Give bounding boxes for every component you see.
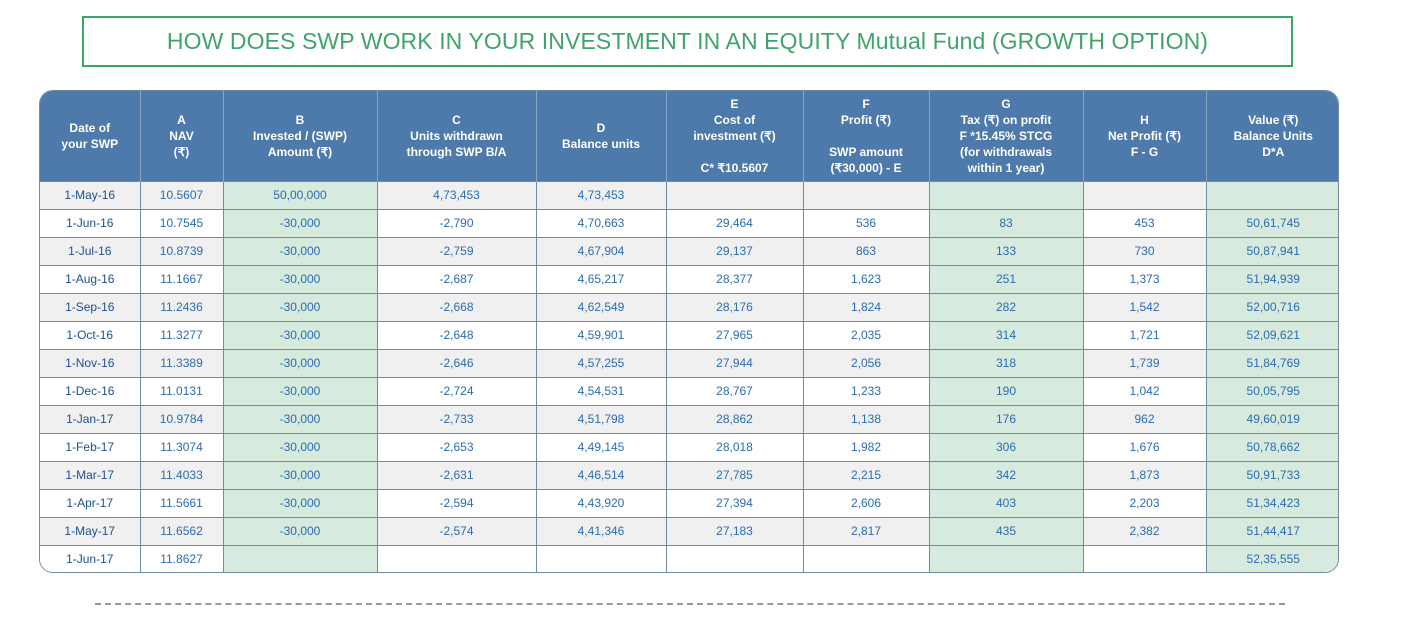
table-cell: -30,000 xyxy=(223,517,377,545)
column-header-line: Balance units xyxy=(561,136,641,151)
column-header-line: Tax (₹) on profit xyxy=(960,112,1052,127)
column-header-line: Profit (₹) xyxy=(840,112,892,127)
table-cell: 4,67,904 xyxy=(536,237,666,265)
table-cell: -2,687 xyxy=(377,265,536,293)
table-cell xyxy=(223,545,377,573)
column-header-line: Balance Units xyxy=(1233,128,1313,143)
table-cell: 318 xyxy=(929,349,1083,377)
table-cell: 28,018 xyxy=(666,433,803,461)
table-cell: 28,862 xyxy=(666,405,803,433)
table-cell: 27,965 xyxy=(666,321,803,349)
table-cell: 49,60,019 xyxy=(1206,405,1339,433)
table-row xyxy=(40,377,1339,405)
table-cell: 1-Oct-16 xyxy=(40,321,140,349)
table-cell: 11.6562 xyxy=(140,517,223,545)
table-cell: 403 xyxy=(929,489,1083,517)
table-cell: 2,035 xyxy=(803,321,929,349)
table-cell: 190 xyxy=(929,377,1083,405)
table-cell: -30,000 xyxy=(223,489,377,517)
table-cell: 1-May-16 xyxy=(40,181,140,209)
table-cell xyxy=(1083,545,1206,573)
table-cell: 28,176 xyxy=(666,293,803,321)
column-header-line: Net Profit (₹) xyxy=(1108,128,1181,143)
column-header xyxy=(803,91,929,181)
table-cell: 11.1667 xyxy=(140,265,223,293)
column-header-line: (₹) xyxy=(173,144,190,159)
table-cell: 51,84,769 xyxy=(1206,349,1339,377)
column-header-line: G xyxy=(1001,96,1011,111)
table-cell: 1,824 xyxy=(803,293,929,321)
table-cell: 10.5607 xyxy=(140,181,223,209)
table-row xyxy=(40,293,1339,321)
table-cell: 11.2436 xyxy=(140,293,223,321)
table-row xyxy=(40,265,1339,293)
column-header-line: F *15.45% STCG xyxy=(959,128,1053,143)
column-header-line: Value (₹) xyxy=(1248,112,1299,127)
table-cell xyxy=(536,545,666,573)
table-cell: 1-Mar-17 xyxy=(40,461,140,489)
table-cell: 27,394 xyxy=(666,489,803,517)
table-cell xyxy=(1083,181,1206,209)
table-cell: -2,648 xyxy=(377,321,536,349)
table-cell xyxy=(666,545,803,573)
table-cell: 1-Jul-16 xyxy=(40,237,140,265)
table-cell: 133 xyxy=(929,237,1083,265)
table-cell: -2,724 xyxy=(377,377,536,405)
table-cell: 11.3074 xyxy=(140,433,223,461)
table-cell: -2,631 xyxy=(377,461,536,489)
table-cell: 536 xyxy=(803,209,929,237)
column-header-line: (for withdrawals xyxy=(959,144,1052,159)
column-header-line: C xyxy=(452,112,461,127)
table-cell: -2,759 xyxy=(377,237,536,265)
table-body xyxy=(40,181,1339,573)
table-cell: 4,65,217 xyxy=(536,265,666,293)
column-header-line xyxy=(808,128,925,144)
table-cell: 435 xyxy=(929,517,1083,545)
column-header-line: A xyxy=(177,112,186,127)
table-cell: 1,739 xyxy=(1083,349,1206,377)
table-cell: 1-Feb-17 xyxy=(40,433,140,461)
column-header xyxy=(223,91,377,181)
table-row xyxy=(40,237,1339,265)
column-header-line: Amount (₹) xyxy=(267,144,333,159)
table-cell: 52,35,555 xyxy=(1206,545,1339,573)
table-cell xyxy=(929,181,1083,209)
column-header-line: H xyxy=(1140,112,1149,127)
column-header xyxy=(536,91,666,181)
column-header-line: E xyxy=(730,96,739,111)
table-cell: 83 xyxy=(929,209,1083,237)
table-cell: 1,233 xyxy=(803,377,929,405)
table-header-row xyxy=(40,91,1339,181)
column-header-line: within 1 year) xyxy=(967,160,1045,175)
column-header-line: F xyxy=(862,96,870,111)
table-row xyxy=(40,349,1339,377)
table-cell: 11.8627 xyxy=(140,545,223,573)
table-cell: 52,00,716 xyxy=(1206,293,1339,321)
table-cell xyxy=(803,545,929,573)
table-cell: 1-Jun-16 xyxy=(40,209,140,237)
table-cell: 11.5661 xyxy=(140,489,223,517)
table-cell: 251 xyxy=(929,265,1083,293)
table-cell: 1-Jun-17 xyxy=(40,545,140,573)
table-cell: 2,817 xyxy=(803,517,929,545)
table-cell xyxy=(929,545,1083,573)
column-header xyxy=(666,91,803,181)
table-row xyxy=(40,461,1339,489)
table-row xyxy=(40,181,1339,209)
table-cell: -2,646 xyxy=(377,349,536,377)
table-cell: -30,000 xyxy=(223,377,377,405)
table-row xyxy=(40,321,1339,349)
table-cell: 1,676 xyxy=(1083,433,1206,461)
table-cell: -2,733 xyxy=(377,405,536,433)
column-header-line: investment (₹) xyxy=(693,128,776,143)
table-cell: 1-Apr-17 xyxy=(40,489,140,517)
table-cell: 4,59,901 xyxy=(536,321,666,349)
table-cell: 4,51,798 xyxy=(536,405,666,433)
table-cell: 51,44,417 xyxy=(1206,517,1339,545)
column-header xyxy=(1083,91,1206,181)
table-cell: 4,73,453 xyxy=(536,181,666,209)
table-cell: 27,785 xyxy=(666,461,803,489)
table-cell: 27,944 xyxy=(666,349,803,377)
table-cell: 28,767 xyxy=(666,377,803,405)
table-cell: 50,61,745 xyxy=(1206,209,1339,237)
column-header-line xyxy=(671,144,799,160)
column-header-line: Units withdrawn xyxy=(410,128,503,143)
column-header-line: D xyxy=(596,120,606,135)
table-cell xyxy=(666,181,803,209)
table-cell: 52,09,621 xyxy=(1206,321,1339,349)
table-cell: 314 xyxy=(929,321,1083,349)
table-cell: 1,873 xyxy=(1083,461,1206,489)
table-cell: -30,000 xyxy=(223,405,377,433)
table-cell: -2,653 xyxy=(377,433,536,461)
table-cell: 10.9784 xyxy=(140,405,223,433)
column-header xyxy=(377,91,536,181)
table-cell: -30,000 xyxy=(223,293,377,321)
table-cell xyxy=(1206,181,1339,209)
dashed-divider xyxy=(95,603,1285,605)
column-header-line: D*A xyxy=(1262,144,1285,159)
table-cell: 51,94,939 xyxy=(1206,265,1339,293)
table-cell: 27,183 xyxy=(666,517,803,545)
column-header-line: C* ₹10.5607 xyxy=(700,160,769,175)
column-header-line: F - G xyxy=(1130,144,1159,159)
table-cell xyxy=(377,545,536,573)
table-cell: 1,721 xyxy=(1083,321,1206,349)
table-cell: 1-Aug-16 xyxy=(40,265,140,293)
table-cell: 29,464 xyxy=(666,209,803,237)
table-cell: 50,91,733 xyxy=(1206,461,1339,489)
table-cell: -30,000 xyxy=(223,461,377,489)
table-cell: 1-Jan-17 xyxy=(40,405,140,433)
column-header-line: your SWP xyxy=(61,136,119,151)
swp-table xyxy=(40,91,1339,573)
table-cell: 4,73,453 xyxy=(377,181,536,209)
table-cell: -2,594 xyxy=(377,489,536,517)
table-row xyxy=(40,405,1339,433)
table-cell: 342 xyxy=(929,461,1083,489)
table-row xyxy=(40,517,1339,545)
title-box xyxy=(82,16,1293,67)
table-cell: -30,000 xyxy=(223,321,377,349)
table-cell: 2,606 xyxy=(803,489,929,517)
table-cell: 4,43,920 xyxy=(536,489,666,517)
table-cell: 1-May-17 xyxy=(40,517,140,545)
table-cell: 453 xyxy=(1083,209,1206,237)
table-cell: 1-Nov-16 xyxy=(40,349,140,377)
table-cell: 176 xyxy=(929,405,1083,433)
column-header xyxy=(929,91,1083,181)
table-cell: 50,05,795 xyxy=(1206,377,1339,405)
table-cell: -30,000 xyxy=(223,265,377,293)
table-row xyxy=(40,489,1339,517)
table-cell: 2,215 xyxy=(803,461,929,489)
table-cell: 863 xyxy=(803,237,929,265)
table-cell: 282 xyxy=(929,293,1083,321)
table-row xyxy=(40,209,1339,237)
table-row xyxy=(40,545,1339,573)
table-cell: -2,790 xyxy=(377,209,536,237)
table-cell: 50,87,941 xyxy=(1206,237,1339,265)
table-cell: 4,49,145 xyxy=(536,433,666,461)
column-header xyxy=(40,91,140,181)
table-cell: -30,000 xyxy=(223,237,377,265)
table-cell: 1,373 xyxy=(1083,265,1206,293)
table-cell: 11.4033 xyxy=(140,461,223,489)
column-header-line: (₹30,000) - E xyxy=(830,160,902,175)
table-cell: 11.3389 xyxy=(140,349,223,377)
table-cell: 10.8739 xyxy=(140,237,223,265)
table-cell: -30,000 xyxy=(223,349,377,377)
table-cell: 4,70,663 xyxy=(536,209,666,237)
column-header-line: Date of xyxy=(69,120,111,135)
table-cell xyxy=(803,181,929,209)
table-cell: 1,138 xyxy=(803,405,929,433)
table-cell: 11.3277 xyxy=(140,321,223,349)
page-title: HOW DOES SWP WORK IN YOUR INVESTMENT IN AN EQUITY Mutual Fund (GROWTH OPTION) xyxy=(166,28,1209,54)
table-cell: 51,34,423 xyxy=(1206,489,1339,517)
table-cell: 28,377 xyxy=(666,265,803,293)
column-header-line: through SWP B/A xyxy=(406,144,507,159)
table-cell: -30,000 xyxy=(223,209,377,237)
table-cell: 1,623 xyxy=(803,265,929,293)
table-cell: 2,056 xyxy=(803,349,929,377)
table-cell: -2,668 xyxy=(377,293,536,321)
table-cell: 4,62,549 xyxy=(536,293,666,321)
table-row xyxy=(40,433,1339,461)
table-cell: 306 xyxy=(929,433,1083,461)
table-cell: -2,574 xyxy=(377,517,536,545)
column-header xyxy=(1206,91,1339,181)
column-header xyxy=(140,91,223,181)
table-cell: 4,46,514 xyxy=(536,461,666,489)
column-header-line: SWP amount xyxy=(829,144,903,159)
table-cell: 1,982 xyxy=(803,433,929,461)
table-cell: 50,78,662 xyxy=(1206,433,1339,461)
swp-table-container xyxy=(39,90,1339,573)
table-cell: 50,00,000 xyxy=(223,181,377,209)
table-cell: 2,382 xyxy=(1083,517,1206,545)
table-cell: 730 xyxy=(1083,237,1206,265)
table-cell: 1,542 xyxy=(1083,293,1206,321)
column-header-line: NAV xyxy=(169,128,194,143)
table-cell: 11.0131 xyxy=(140,377,223,405)
table-cell: 1,042 xyxy=(1083,377,1206,405)
table-cell: 962 xyxy=(1083,405,1206,433)
table-cell: 4,54,531 xyxy=(536,377,666,405)
table-cell: 29,137 xyxy=(666,237,803,265)
table-cell: -30,000 xyxy=(223,433,377,461)
table-cell: 2,203 xyxy=(1083,489,1206,517)
table-cell: 1-Dec-16 xyxy=(40,377,140,405)
column-header-line: Invested / (SWP) xyxy=(252,128,347,143)
column-header-line: Cost of xyxy=(713,112,756,127)
table-cell: 1-Sep-16 xyxy=(40,293,140,321)
table-cell: 10.7545 xyxy=(140,209,223,237)
column-header-line: B xyxy=(295,112,305,127)
table-cell: 4,57,255 xyxy=(536,349,666,377)
table-cell: 4,41,346 xyxy=(536,517,666,545)
